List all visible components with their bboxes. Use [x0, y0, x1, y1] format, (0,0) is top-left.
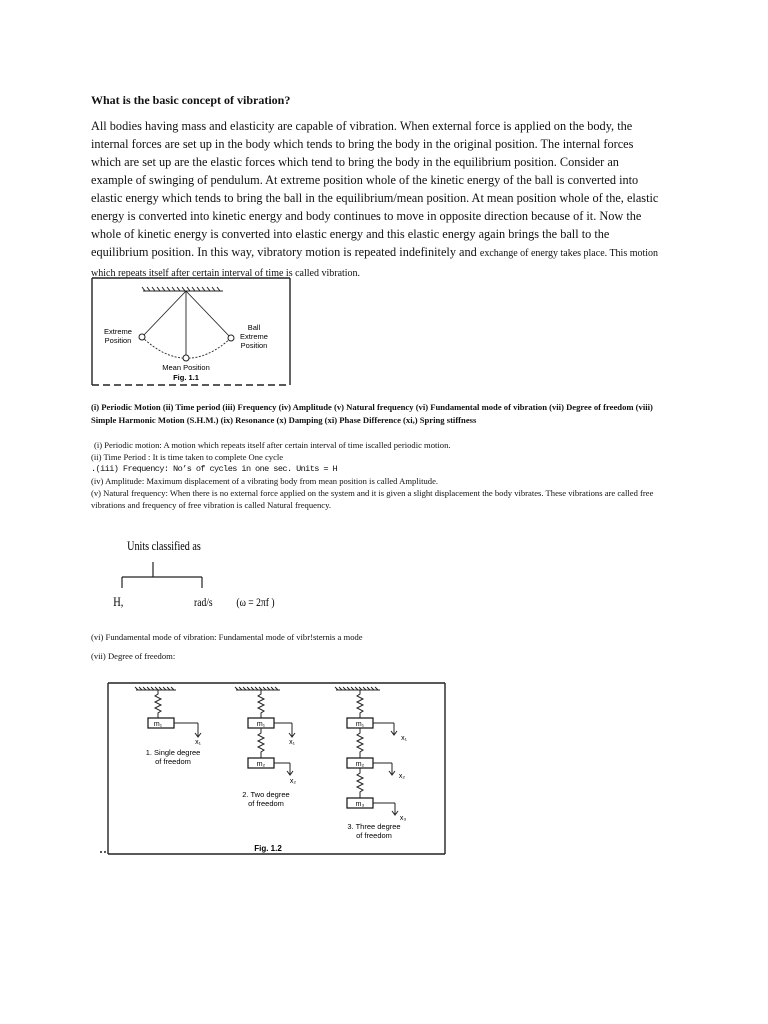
extreme-right-label-2: Position	[240, 341, 268, 350]
degree-of-freedom-figure	[100, 680, 450, 858]
units-figure	[110, 532, 290, 612]
mass-m3-c: m₃	[355, 801, 365, 808]
disp-x1-c: x₁	[401, 735, 407, 742]
disp-x2-b: x₂	[289, 778, 297, 785]
three-dof-system	[335, 687, 398, 815]
extreme-right-label-1: Extreme	[240, 332, 268, 341]
term-list: (i) Periodic Motion (ii) Time period (iii) Frequency (iv) Amplitude (v) Natural frequency (vi) Fundamental mode of vibration (vii) Degree of freedom (viii) Simple Harmonic Motion (S.H.M.) (ix) Resonance (x) Damping (xi) Phase Difference (xi,) Spring stiffness	[91, 402, 653, 425]
pendulum-figure	[91, 277, 291, 389]
mass-m1-c: m₁	[355, 721, 365, 728]
extreme-left-label-1: Extreme	[104, 327, 132, 336]
disp-x1-b: x₁	[289, 739, 295, 746]
ball-right	[228, 335, 234, 341]
units-left-label: H,	[113, 594, 124, 610]
mean-position-label: Mean Position	[162, 363, 210, 372]
units-right-label: rad/s	[194, 596, 213, 610]
intro-paragraph	[91, 117, 663, 283]
def-time-period: (ii) Time Period : It is time taken to complete One cycle	[91, 452, 284, 463]
def-natural-frequency: (v) Natural frequency: When there is no external force applied on the system and it is given a slight displacement the body vibrates. These vibrations are called free vibrations and frequency of free vibration is called Natural frequency.	[91, 488, 654, 511]
extreme-left-label-2: Position	[104, 336, 132, 345]
disp-x2-c: x₂	[398, 773, 406, 780]
intro-tail-text: exchange of energy takes place. This motion which repeats itself after certain interval of time is called vibration.	[91, 248, 659, 279]
definitions-block	[91, 439, 671, 512]
def-amplitude: (iv) Amplitude: Maximum displacement of a vibrating body from mean position is called Amplitude.	[91, 476, 439, 487]
three-dof-label-1: 3. Three degree	[347, 822, 401, 831]
disp-x1-a: x₁	[195, 739, 201, 746]
ball-mean	[183, 355, 189, 361]
units-title: Units classified as	[127, 538, 201, 554]
ceiling-support	[142, 287, 223, 291]
def-frequency: .(iii) Frequency: No’s of cycles in one sec. Units = H	[91, 464, 338, 475]
two-dof-label-1: 2. Two degree	[242, 790, 290, 799]
single-dof-label-1: 1. Single degree	[145, 748, 201, 757]
two-dof-label-2: of freedom	[248, 799, 284, 808]
mass-m2-b: m₂	[256, 761, 266, 768]
single-dof-label-2: of freedom	[155, 757, 191, 766]
mass-m2-c: m₂	[355, 761, 365, 768]
def-periodic-motion: (i) Periodic motion: A motion which repeats itself after certain interval of time iscalled periodic motion.	[94, 440, 451, 450]
mass-m1-b: m₁	[256, 721, 266, 728]
fig2-caption: Fig. 1.2	[254, 844, 282, 853]
units-formula: (ω = 2πf )	[236, 596, 275, 610]
page-heading: What is the basic concept of vibration?	[91, 93, 291, 107]
three-dof-label-2: of freedom	[356, 831, 392, 840]
fig1-caption: Fig. 1.1	[173, 373, 199, 382]
single-dof-system	[135, 687, 201, 737]
ball-label: Ball	[247, 323, 261, 332]
disp-x3-c: x₃	[399, 815, 407, 822]
intro-main-text: All bodies having mass and elasticity are capable of vibration. When external force is applied on the body, the internal forces are set up in the body which tends to bring the body in the original position. The internal forces which are set up are the elastic forces which tend to bring the body in the equilibrium position. Consider an example of swinging of pendulum. At extreme position whole of the kinetic energy of the ball is converted into elastic energy which tends to bring the ball in the equilibrium/mean position. At mean position whole of the, elastic energy is converted into kinetic energy and body continues to move in opposite direction because of it. Now the whole of kinetic energy is converted into elastic energy and this elastic energy again brings the ball to the equilibrium position. In this way, vibratory motion is repeated indefinitely and	[91, 119, 659, 259]
pendulum-strings	[142, 291, 231, 358]
mass-m1-a: m₁	[153, 721, 163, 728]
ball-left	[139, 334, 145, 340]
def-fundamental-mode: (vi) Fundamental mode of vibration: Fundamental mode of vibr!sternis a mode	[91, 632, 363, 642]
def-degree-of-freedom: (vii) Degree of freedom:	[91, 651, 176, 661]
